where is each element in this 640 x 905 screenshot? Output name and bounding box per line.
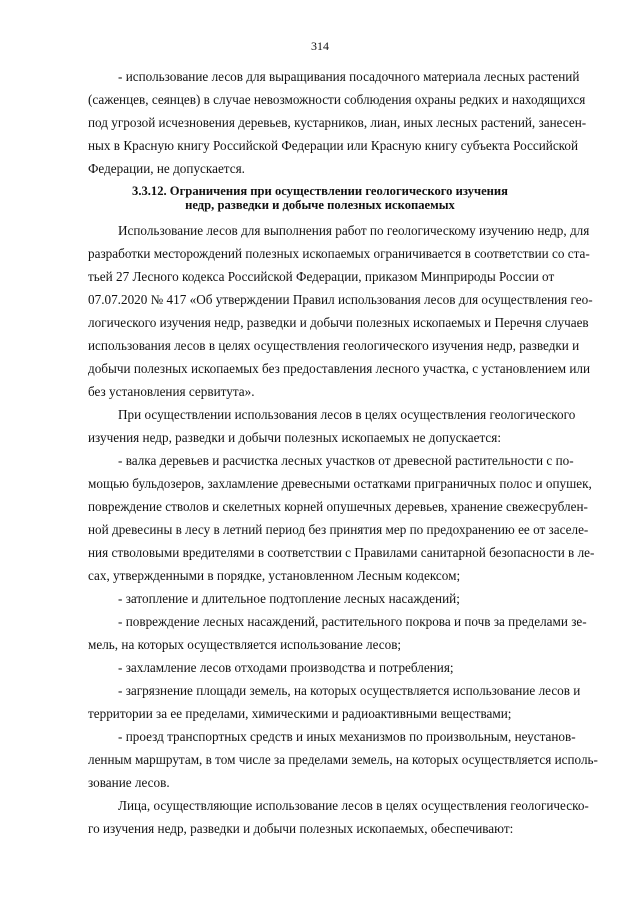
text-line: (саженцев, сеянцев) в случае невозможности соблюдения охраны редких и находящихся [88, 92, 586, 107]
text-line: использования лесов в целях осуществления геологического изучения недр, разведки и [88, 338, 580, 353]
text-line: сах, утвержденными в порядке, установленном Лесным кодексом; [88, 568, 461, 583]
text-line: тьей 27 Лесного кодекса Российской Федерации, приказом Минприроды России от [88, 269, 555, 284]
text-line: - валка деревьев и расчистка лесных участков от древесной растительности с по- [118, 453, 574, 468]
text-line: разработки месторождений полезных ископаемых ограничивается в соответствии со ста- [88, 246, 590, 261]
text-line: под угрозой исчезновения деревьев, кустарников, лиан, иных лесных растений, занесен- [88, 115, 587, 130]
text-line: Лица, осуществляющие использование лесов в целях осуществления геологическо- [118, 798, 589, 813]
text-line: ленным маршрутам, в том числе за пределами земель, на которых осуществляется исполь- [88, 752, 598, 767]
text-line: - повреждение лесных насаждений, растительного покрова и почв за пределами зе- [118, 614, 587, 629]
text-line: го изучения недр, разведки и добычи полезных ископаемых, обеспечивают: [88, 821, 514, 836]
text-line: логического изучения недр, разведки и добычи полезных ископаемых и Перечня случаев [88, 315, 589, 330]
text-line: Федерации, не допускается. [88, 161, 245, 176]
text-line: повреждение стволов и скелетных корней опушечных деревьев, хранение свежесрублен- [88, 499, 588, 514]
text-line: добычи полезных ископаемых без предоставления лесного участка, с установлением или [88, 361, 591, 376]
text-line: - затопление и длительное подтопление лесных насаждений; [118, 591, 460, 606]
text-line: мель, на которых осуществляется использование лесов; [88, 637, 402, 652]
section-heading-line: недр, разведки и добыче полезных ископаемых [185, 198, 455, 212]
text-line: территории за ее пределами, химическими и радиоактивными веществами; [88, 706, 512, 721]
text-line: без установления сервитута». [88, 384, 255, 399]
text-line: ной древесины в лесу в летний период без принятия мер по предохранению ее от заселе- [88, 522, 589, 537]
text-line: Использование лесов для выполнения работ по геологическому изучению недр, для [118, 223, 590, 238]
text-line: мощью бульдозеров, захламление древесными остатками приграничных полос и опушек, [88, 476, 592, 491]
text-line: ния стволовыми вредителями в соответствии с Правилами санитарной безопасности в ле- [88, 545, 595, 560]
section-heading-line: 3.3.12. Ограничения при осуществлении геологического изучения [132, 184, 508, 198]
text-line: - проезд транспортных средств и иных механизмов по произвольным, неустанов- [118, 729, 576, 744]
text-line: При осуществлении использования лесов в целях осуществления геологического [118, 407, 576, 422]
text-line: изучения недр, разведки и добычи полезных ископаемых не допускается: [88, 430, 501, 445]
text-line: зование лесов. [88, 775, 170, 790]
text-line: 07.07.2020 № 417 «Об утверждении Правил использования лесов для осуществления гео- [88, 292, 593, 307]
text-line: - использование лесов для выращивания посадочного материала лесных растений [118, 69, 580, 84]
text-line: ных в Красную книгу Российской Федерации или Красную книгу субъекта Российской [88, 138, 579, 153]
page-number: 314 [311, 39, 329, 53]
text-line: - загрязнение площади земель, на которых осуществляется использование лесов и [118, 683, 581, 698]
text-line: - захламление лесов отходами производства и потребления; [118, 660, 454, 675]
